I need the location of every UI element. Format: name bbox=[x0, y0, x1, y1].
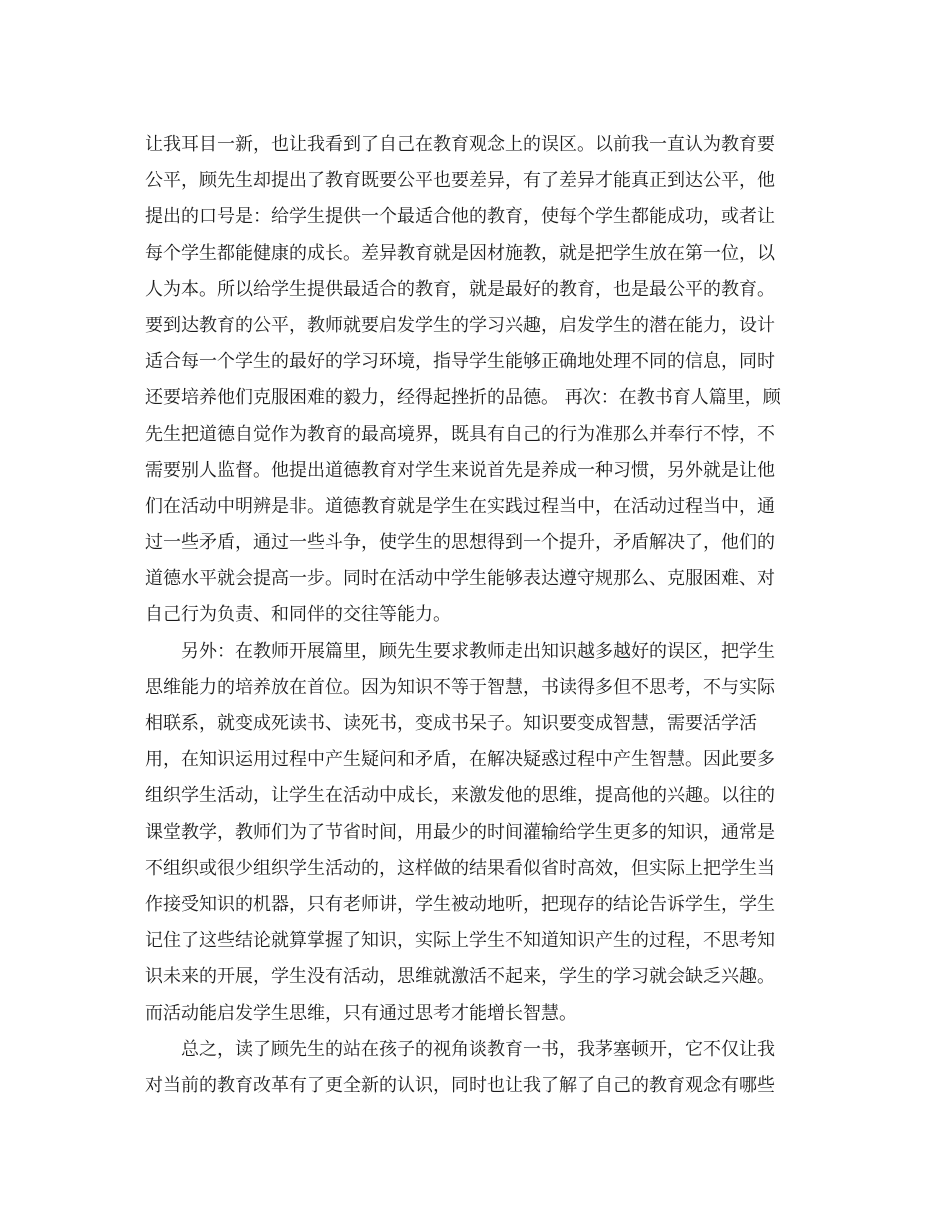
text-line: 组织学生活动，让学生在活动中成长，来激发他的思维，提高他的兴趣。以往的 bbox=[145, 785, 775, 807]
text-line: 课堂教学，教师们为了节省时间，用最少的时间灌输给学生更多的知识，通常是 bbox=[145, 821, 775, 843]
paragraph-first-line: 另外：在教师开展篇里，顾先生要求教师走出知识越多越好的误区，把学生 bbox=[181, 640, 775, 662]
text-line: 对当前的教育改革有了更全新的认识，同时也让我了解了自己的教育观念有哪些 bbox=[145, 1074, 775, 1096]
text-line: 识未来的开展，学生没有活动，思维就激活不起来，学生的学习就会缺乏兴趣。 bbox=[145, 966, 775, 988]
text-line: 自己行为负责、和同伴的交往等能力。 bbox=[145, 604, 451, 626]
text-line: 要到达教育的公平，教师就要启发学生的学习兴趣，启发学生的潜在能力，设计 bbox=[145, 314, 775, 336]
text-line: 用，在知识运用过程中产生疑问和矛盾，在解决疑惑过程中产生智慧。因此要多 bbox=[145, 749, 775, 771]
text-line: 公平，顾先生却提出了教育既要公平也要差异，有了差异才能真正到达公平，他 bbox=[145, 170, 775, 192]
text-line: 思维能力的培养放在首位。因为知识不等于智慧，书读得多但不思考，不与实际 bbox=[145, 676, 775, 698]
text-line: 人为本。所以给学生提供最适合的教育，就是最好的教育，也是最公平的教育。 bbox=[145, 278, 775, 300]
text-line: 而活动能启发学生思维，只有通过思考才能增长智慧。 bbox=[145, 1002, 577, 1024]
text-line: 需要别人监督。他提出道德教育对学生来说首先是养成一种习惯，另外就是让他 bbox=[145, 459, 775, 481]
text-line: 道德水平就会提高一步。同时在活动中学生能够表达遵守规那么、克服困难、对 bbox=[145, 568, 775, 590]
paragraph-first-line: 总之，读了顾先生的站在孩子的视角谈教育一书，我茅塞顿开，它不仅让我 bbox=[181, 1038, 775, 1060]
text-line: 不组织或很少组织学生活动的，这样做的结果看似省时高效，但实际上把学生当 bbox=[145, 857, 775, 879]
document-body bbox=[145, 127, 805, 1104]
text-line: 们在活动中明辨是非。道德教育就是学生在实践过程当中，在活动过程当中，通 bbox=[145, 495, 775, 517]
text-line: 适合每一个学生的最好的学习环境，指导学生能够正确地处理不同的信息，同时 bbox=[145, 351, 775, 373]
text-line: 记住了这些结论就算掌握了知识，实际上学生不知道知识产生的过程，不思考知 bbox=[145, 930, 775, 952]
text-line: 相联系，就变成死读书、读死书，变成书呆子。知识要变成智慧，需要活学活 bbox=[145, 713, 757, 734]
text-line: 过一些矛盾，通过一些斗争，使学生的思想得到一个提升，矛盾解决了，他们的 bbox=[145, 532, 775, 554]
text-line: 每个学生都能健康的成长。差异教育就是因材施教，就是把学生放在第一位，以 bbox=[145, 242, 775, 264]
text-line: 作接受知识的机器，只有老师讲，学生被动地听，把现存的结论告诉学生，学生 bbox=[145, 893, 775, 915]
text-line: 让我耳目一新，也让我看到了自己在教育观念上的误区。以前我一直认为教育要 bbox=[145, 134, 775, 155]
text-line: 还要培养他们克服困难的毅力，经得起挫折的品德。 再次：在教书育人篇里，顾 bbox=[145, 387, 781, 409]
text-line: 提出的口号是：给学生提供一个最适合他的教育，使每个学生都能成功，或者让 bbox=[145, 206, 775, 228]
text-line: 先生把道德自觉作为教育的最高境界，既具有自己的行为准那么并奉行不悖，不 bbox=[145, 423, 775, 445]
